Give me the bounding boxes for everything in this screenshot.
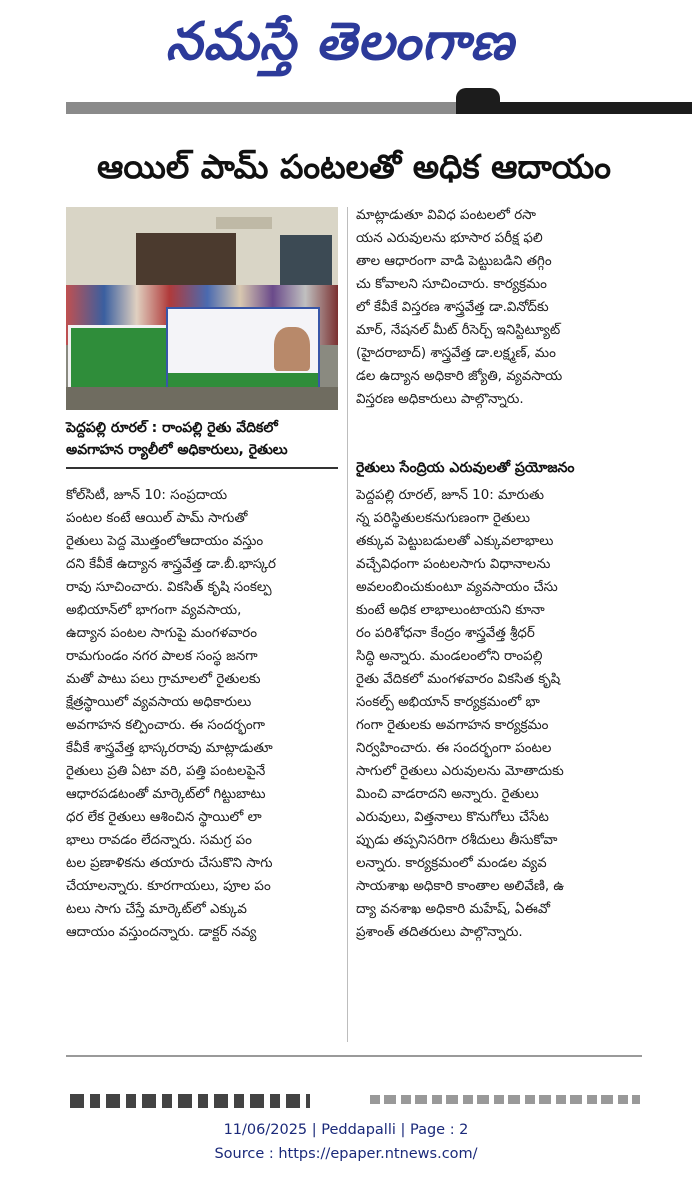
text-line: సిద్ధి అన్నారు. మండలంలోని రాంపల్లి	[356, 649, 543, 664]
text-line: గంగా రైతులకు అవగాహన కార్యక్రమం	[356, 718, 549, 733]
caption-line: అవగాహన ర్యాలీలో అధికారులు, రైతులు	[66, 442, 288, 458]
text-line: తక్కువ పెట్టుబడులతో ఎక్కువలాభాలు	[356, 534, 554, 549]
text-line: ద్యా వనశాఖ అధికారి మహేష్, ఏఈవో	[356, 902, 551, 917]
text-line: లన్నారు. కార్యక్రమంలో మండల వ్యవ	[356, 856, 547, 871]
text-line: రైతులు పెద్ద మొత్తంలోఆదాయం వస్తుం	[66, 534, 264, 549]
bottom-rule	[66, 1055, 642, 1057]
text-line: పెద్దపల్లి రూరల్, జూన్ 10: మారుతు	[356, 488, 545, 503]
masthead-rule-dark	[456, 102, 692, 114]
text-line: ప్పుడు తప్పనిసరిగా రశీదులు తీసుకోవా	[356, 833, 558, 848]
text-line: క్షేత్రస్థాయిలో వ్యవసాయ అధికారులు	[66, 695, 252, 710]
headline: ఆయిల్ పామ్ పంటలతో అధిక ఆదాయం	[97, 147, 611, 186]
text-line: టలు సాగు చేస్తే మార్కెట్‌లో ఎక్కువ	[66, 902, 247, 917]
text-line: పంటల కంటే ఆయిల్ పామ్ సాగుతో	[66, 511, 248, 526]
text-line: మార్, నేషనల్ మీట్ రీసెర్చ్ ఇనిస్టిట్యూట్	[356, 323, 561, 338]
text-line: తాల ఆధారంగా వాడి పెట్టుబడిని తగ్గిం	[356, 254, 552, 269]
text-line: మించి వాడరాదని అన్నారు. రైతులు	[356, 787, 539, 802]
cutoff-next-article-left	[70, 1094, 310, 1108]
text-line: న్న పరిస్థితులకనుగుణంగా రైతులు	[356, 511, 531, 526]
text-line: సాగులో రైతులు ఎరువులను మోతాదుకు	[356, 764, 564, 779]
text-line: కేవీకే శాస్త్రవేత్త భాస్కరరావు మాట్లాడుతూ	[66, 741, 273, 756]
caption-rule	[66, 467, 338, 469]
text-line: నిర్వహించారు. ఈ సందర్భంగా పంటల	[356, 741, 552, 756]
text-line: విస్తరణ అధికారులు పాల్గొన్నారు.	[356, 392, 524, 407]
text-line: టల ప్రణాళికను తయారు చేసుకొని సాగు	[66, 856, 273, 871]
text-line: ఎరువులు, విత్తనాలు కొనుగోలు చేసేట	[356, 810, 549, 825]
article-right-top-column	[356, 204, 642, 411]
sub-headline: రైతులు సేంద్రియ ఎరువులతో ప్రయోజనం	[356, 460, 575, 476]
article-left-column	[66, 484, 342, 944]
text-line: ఉద్యాన పంటల సాగుపై మంగళవారం	[66, 626, 257, 641]
article-photo	[66, 207, 338, 410]
text-line: అవలంబించుకుంటూ వ్యవసాయం చేసు	[356, 580, 558, 595]
text-line: అభియాన్‌లో భాగంగా వ్యవసాయ,	[66, 603, 242, 618]
masthead-rule-gray	[66, 102, 456, 114]
page-footer	[0, 1118, 692, 1166]
text-line: ఆధారపడటంతో మార్కెట్‌లో గిట్టుబాటు	[66, 787, 266, 802]
text-line: లో కేవీకే విస్తరణ శాస్త్రవేత్త డా.వినోద్‌కు	[356, 300, 549, 315]
photo-sign	[216, 217, 272, 229]
photo-ground	[66, 387, 338, 410]
text-line: రావు సూచించారు. వికసిత్ కృషి సంకల్ప	[66, 580, 272, 595]
text-line: మతో పాటు పలు గ్రామాలలో రైతులకు	[66, 672, 261, 687]
text-line: యన ఎరువులను భూసార పరీక్ష ఫలి	[356, 231, 543, 246]
footer-source-link[interactable]: Source : https://epaper.ntnews.com/	[214, 1146, 478, 1162]
text-line: రామగుండం నగర పాలక సంస్థ జనగా	[66, 649, 258, 664]
text-line: రైతులు ప్రతి ఏటా వరి, పత్తి పంటలపైనే	[66, 764, 266, 779]
text-line: ఆదాయం వస్తుందన్నారు. డాక్టర్ నవ్య	[66, 925, 257, 940]
masthead-logo: నమస్తే తెలంగాణ	[165, 11, 515, 72]
column-divider	[347, 207, 348, 1042]
photo-banner-left	[68, 325, 176, 395]
text-line: దని కేవీకే ఉద్యాన శాస్త్రవేత్త డా.బీ.భాస్కర	[66, 557, 276, 572]
text-line: (హైదరాబాద్) శాస్త్రవేత్త డా.లక్ష్మణ్, మం	[356, 346, 556, 361]
text-line: చేయాలన్నారు. కూరగాయలు, పూల పం	[66, 879, 271, 894]
text-line: ప్రశాంత్ తదితరులు పాల్గొన్నారు.	[356, 925, 523, 940]
article-right-bottom-column	[356, 484, 642, 944]
text-line: చు కోవాలని సూచించారు. కార్యక్రమం	[356, 277, 547, 292]
cutoff-next-article-right	[370, 1095, 640, 1104]
text-line: సంకల్ప్ అభియాన్ కార్యక్రమంలో భా	[356, 695, 540, 710]
caption-line: పెద్దపల్లి రూరల్ : రాంపల్లి రైతు వేదికలో	[66, 420, 278, 436]
text-line: రైతు వేదికలో మంగళవారం వికసిత కృషి	[356, 672, 561, 687]
text-line: రం పరిశోధనా కేంద్రం శాస్త్రవేత్త శ్రీధర్	[356, 626, 535, 641]
text-line: ధర లేక రైతులు ఆశించిన స్థాయిలో లా	[66, 810, 262, 825]
photo-caption	[66, 417, 338, 461]
text-line: డల ఉద్యాన అధికారి జ్యోతి, వ్యవసాయ	[356, 369, 563, 384]
text-line: మాట్లాడుతూ వివిధ పంటలలో రసా	[356, 208, 536, 223]
text-line: కుంటే అధిక లాభాలుంటాయని కూనా	[356, 603, 545, 618]
photo-banner-right	[166, 307, 320, 391]
text-line: సాయశాఖ అధికారి కాంతాల అలివేణి, ఉ	[356, 879, 565, 894]
text-line: కోల్‌సిటీ, జూన్ 10: సంప్రదాయ	[66, 488, 228, 503]
footer-date-edition: 11/06/2025 | Peddapalli | Page : 2	[223, 1122, 469, 1138]
text-line: అవగాహన కల్పించారు. ఈ సందర్భంగా	[66, 718, 265, 733]
text-line: భాలు రావడం లేదన్నారు. సమగ్ర పం	[66, 833, 252, 848]
text-line: వచ్చేవిధంగా పంటలసాగు విధానాలను	[356, 557, 551, 572]
